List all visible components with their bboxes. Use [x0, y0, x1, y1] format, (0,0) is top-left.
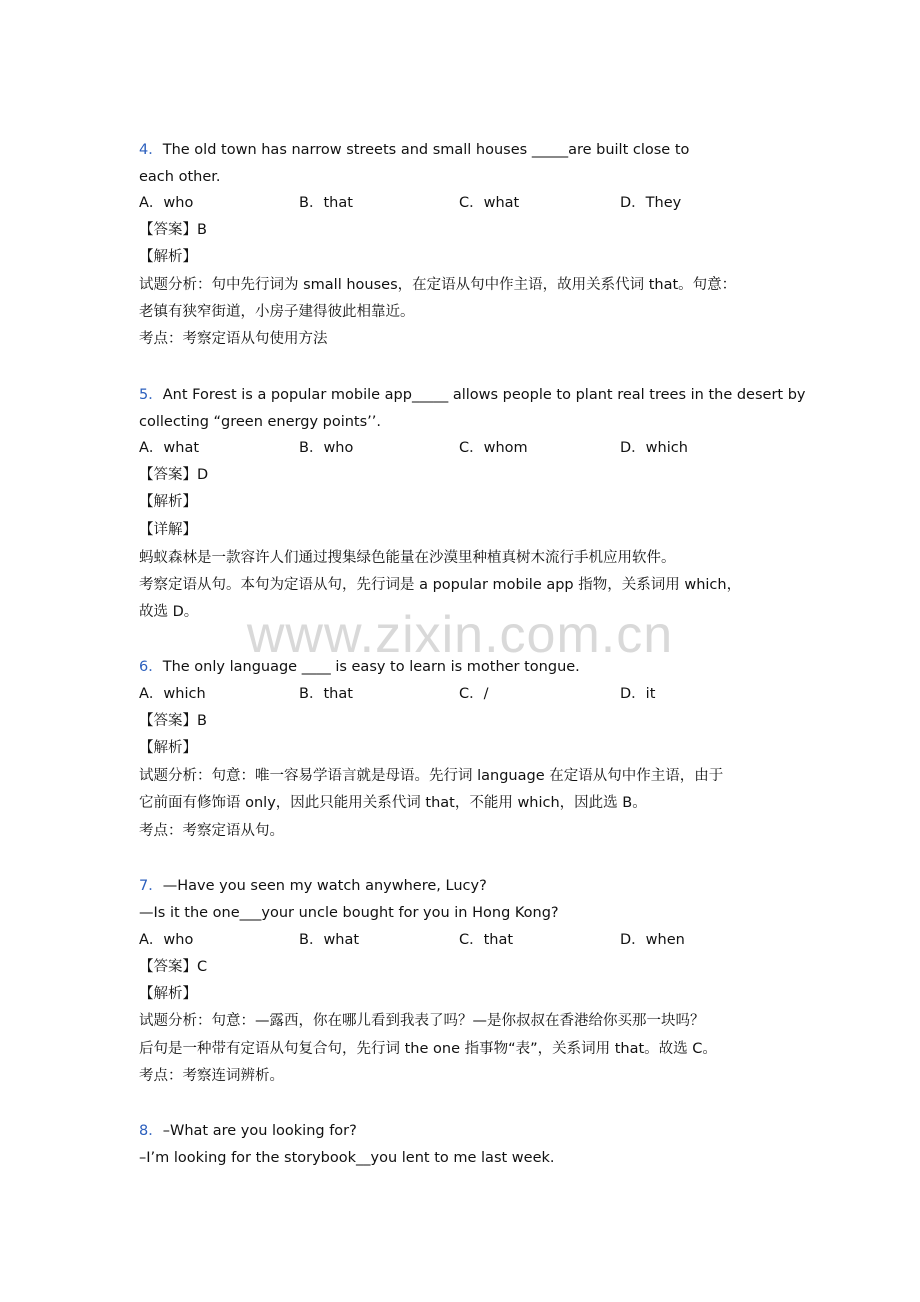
q7-analysis-line-3: 考点：考察连词辨析。 — [139, 1068, 284, 1084]
watermark: www.zixin.com.cn — [246, 606, 674, 664]
q4-analysis-line-2: 老镇有狭窄街道，小房子建得彼此相靠近。 — [139, 304, 415, 320]
q4-analysis-title: 【解析】 — [139, 249, 197, 265]
q7-answer: 【答案】C — [139, 959, 208, 975]
q6-analysis-line-1: 试题分析：句意：唯一容易学语言就是母语。先行词 language 在定语从句中作主语，由于 — [139, 768, 724, 784]
q6-option-d: D．it — [620, 686, 656, 702]
q5-analysis-title: 【解析】 — [139, 494, 197, 510]
q7-analysis-title: 【解析】 — [139, 986, 197, 1002]
q6-number: 6． — [139, 659, 163, 675]
q7-analysis-line-1: 试题分析：句意：—露西，你在哪儿看到我表了吗？—是你叔叔在香港给你买那一块吗？ — [139, 1013, 705, 1029]
q5-option-d: D．which — [620, 440, 688, 456]
q4-analysis-line-3: 考点：考察定语从句使用方法 — [139, 331, 328, 347]
q5-options — [139, 438, 819, 458]
q6-analysis-line-3: 考点：考察定语从句。 — [139, 823, 284, 839]
q8-stem-line-2: –I’m looking for the storybook__you lent to me last week. — [139, 1150, 555, 1166]
q5-option-c: C．whom — [459, 440, 528, 456]
q4-stem-line-2: each other. — [139, 169, 221, 185]
q4-option-c: C．what — [459, 195, 520, 211]
q5-number: 5． — [139, 387, 163, 403]
q5-answer: 【答案】D — [139, 467, 209, 483]
q4-analysis-line-1: 试题分析：句中先行词为 small houses，在定语从句中作主语，故用关系代词 that。句意： — [139, 277, 737, 293]
q6-analysis-line-2: 它前面有修饰语 only，因此只能用关系代词 that，不能用 which，因此选 B。 — [139, 795, 647, 811]
q5-option-b: B．who — [299, 440, 354, 456]
q5-detail-line-3: 故选 D。 — [139, 604, 199, 620]
q4-option-b: B．that — [299, 195, 353, 211]
q6-option-c: C．/ — [459, 686, 489, 702]
q8-stem-line-1: 8．–What are you looking for? — [139, 1123, 357, 1139]
q4-option-a: A．who — [139, 195, 194, 211]
q8-number: 8． — [139, 1123, 163, 1139]
q7-stem-line-2: —Is it the one___your uncle bought for you in Hong Kong? — [139, 905, 559, 921]
q7-option-a: A．who — [139, 932, 194, 948]
q4-option-d: D．They — [620, 195, 682, 211]
q5-option-a: A．what — [139, 440, 200, 456]
q6-answer: 【答案】B — [139, 713, 207, 729]
q7-stem-line-1: 7．—Have you seen my watch anywhere, Lucy? — [139, 878, 487, 894]
q4-answer: 【答案】B — [139, 222, 207, 238]
q7-option-c: C．that — [459, 932, 514, 948]
q7-option-d: D．when — [620, 932, 685, 948]
q5-detail-line-1: 蚂蚁森林是一款容许人们通过搜集绿色能量在沙漠里种植真树木流行手机应用软件。 — [139, 550, 676, 566]
q7-analysis-line-2: 后句是一种带有定语从句复合句，先行词 the one 指事物“表”，关系词用 that。故选 C。 — [139, 1041, 717, 1057]
q6-options — [139, 684, 819, 704]
q5-stem-line-2: collecting “green energy points’’. — [139, 414, 382, 430]
q6-option-b: B．that — [299, 686, 353, 702]
q4-options — [139, 193, 819, 213]
q4-number: 4． — [139, 142, 163, 158]
q4-stem-line-1: 4．The old town has narrow streets and small houses _____are built close to — [139, 142, 690, 158]
q5-stem-line-1: 5．Ant Forest is a popular mobile app_____ allows people to plant real trees in the desert by — [139, 387, 806, 403]
q5-detail-line-2: 考察定语从句。本句为定语从句，先行词是 a popular mobile app 指物，关系词用 which， — [139, 577, 742, 593]
q6-option-a: A．which — [139, 686, 206, 702]
q5-detail-title: 【详解】 — [139, 522, 197, 538]
q6-stem-line-1: 6．The only language ____ is easy to learn is mother tongue. — [139, 659, 580, 675]
q7-number: 7． — [139, 878, 163, 894]
q7-options — [139, 930, 819, 950]
q6-analysis-title: 【解析】 — [139, 740, 197, 756]
q7-option-b: B．what — [299, 932, 360, 948]
